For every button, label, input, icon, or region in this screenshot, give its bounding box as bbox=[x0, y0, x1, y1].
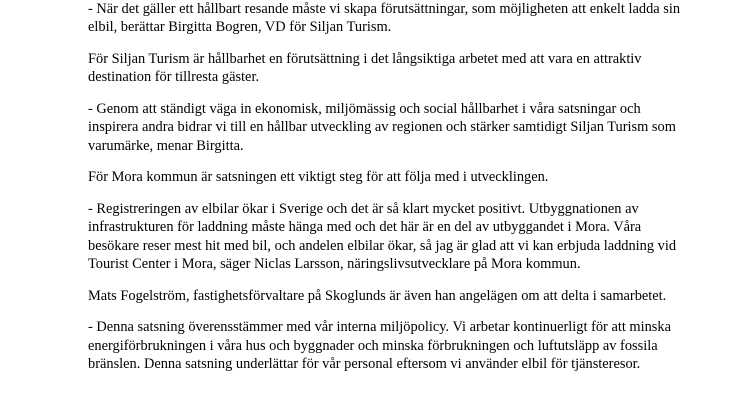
paragraph-mora-kommun: För Mora kommun är satsningen ett viktigt steg för att följa med i utvecklingen. bbox=[88, 169, 549, 185]
paragraph-birgitta-quote: - Genom att ständigt väga in ekonomisk, miljömässig och social hållbarhet i våra satsningar och inspirera andra bidrar vi till en hållbar utveckling av regionen och stärker samtidigt Siljan Turism som varumärke, menar Birgitta. bbox=[88, 100, 676, 154]
paragraph-bogren-quote: - När det gäller ett hållbart resande måste vi skapa förutsättningar, som möjligheten att enkelt ladda sin elbil, berättar Birgitta Bogren, VD för Siljan Turism. bbox=[88, 0, 681, 35]
paragraph-miljopolicy-quote: - Denna satsning överensstämmer med vår interna miljöpolicy. Vi arbetar kontinuerligt för att minska energiförbrukningen i våra hus och byggnader och minska förbrukningen och luftutsläpp av fossila bränslen. Denna satsning underlättar för vår personal eftersom vi använder elbil för tjänsteresor. bbox=[88, 319, 671, 372]
paragraph-siljan-sustainability: För Siljan Turism är hållbarhet en förutsättning i det långsiktiga arbetet med att vara en attraktiv destination för tillresta gäster. bbox=[88, 50, 642, 85]
paragraph-fogelstrom: Mats Fogelström, fastighetsförvaltare på Skoglunds är även han angelägen om att delta i samarbetet. bbox=[88, 287, 667, 304]
paragraph-larsson-quote: - Registreringen av elbilar ökar i Sverige och det är så klart mycket positivt. Utbyggnationen av infrastrukturen för laddning måste hänga med och det här är en del av utbyggandet i Mora. Våra besökare reser mest hit med bil, och andelen elbilar ökar, så jag är glad att vi kan erbjuda laddning vid Tourist Center i Mora, säger Niclas Larsson, näringslivsutvecklare på Mora kommun. bbox=[88, 200, 677, 272]
document-body bbox=[88, 0, 688, 387]
